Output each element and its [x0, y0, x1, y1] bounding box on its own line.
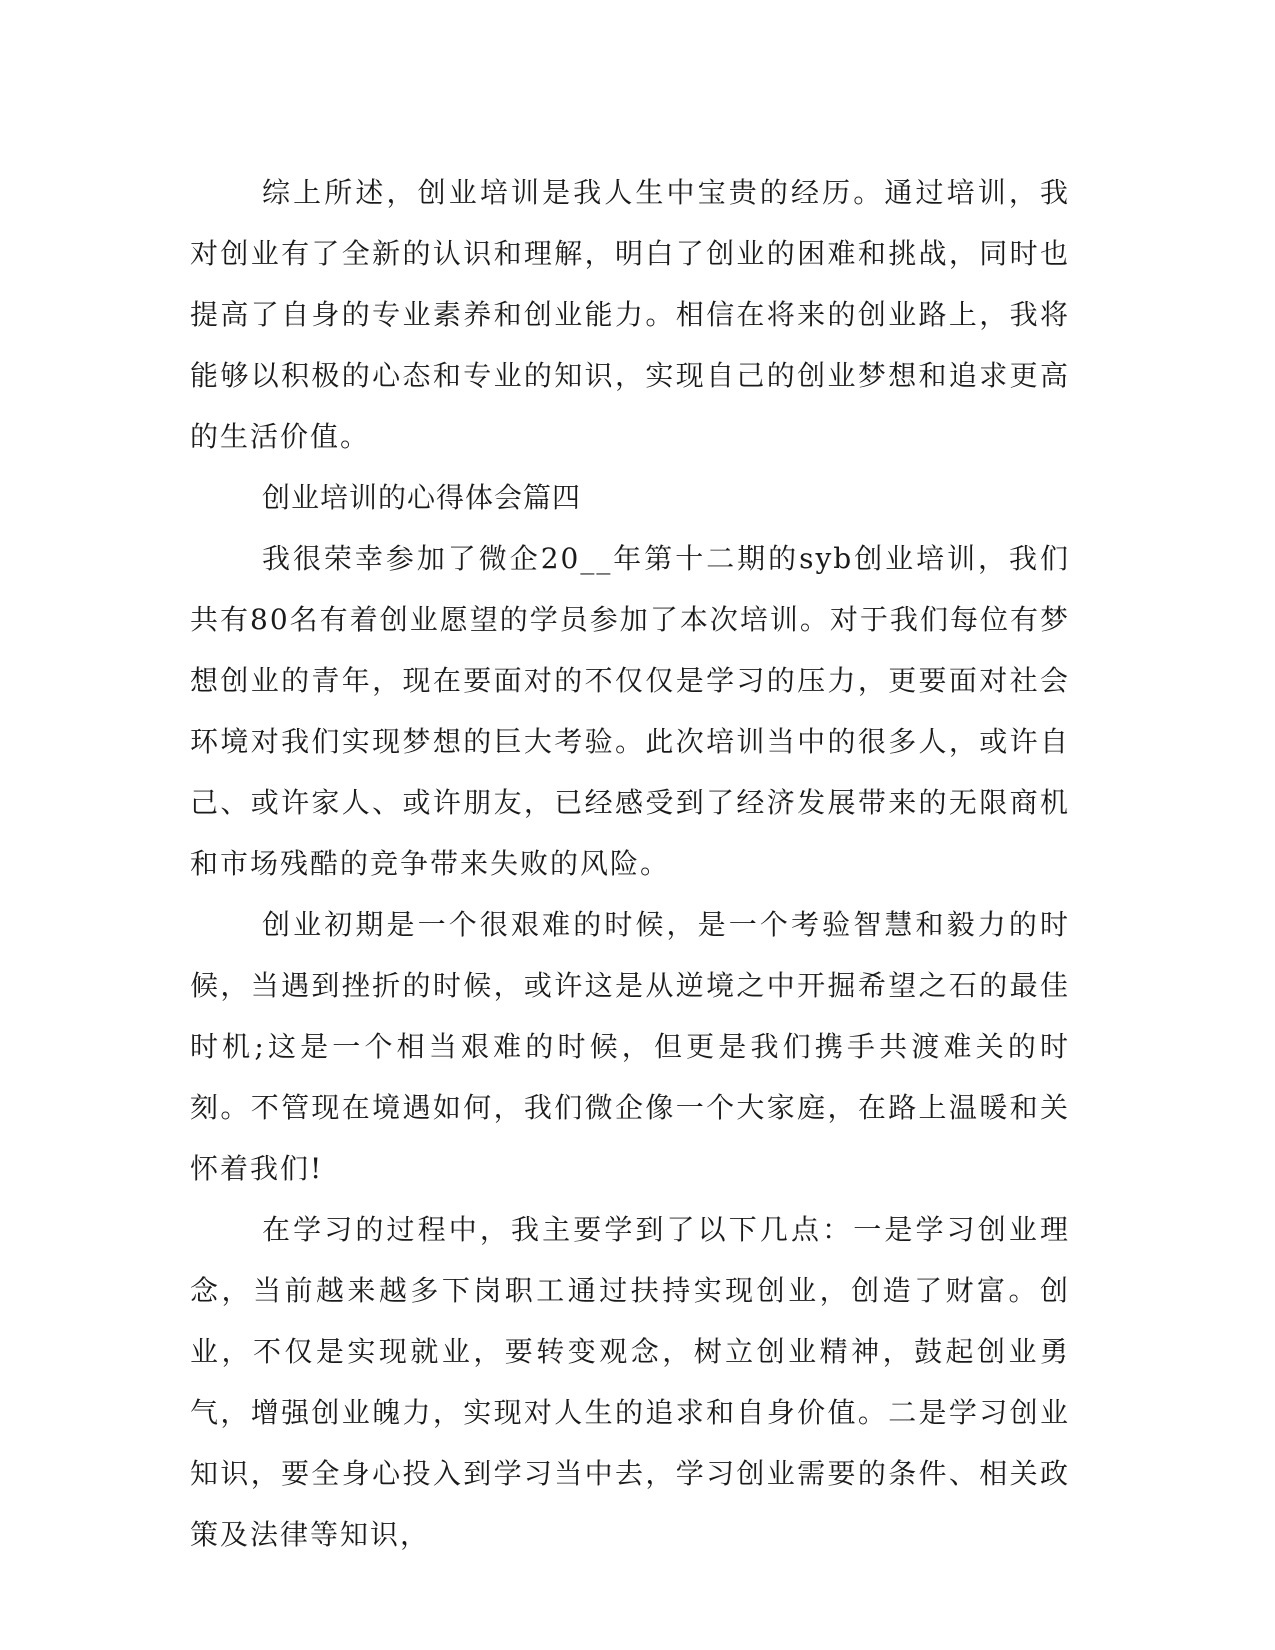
- section-heading: 创业培训的心得体会篇四: [262, 481, 582, 514]
- document-body: [190, 162, 1070, 1565]
- paragraph-intro: 我很荣幸参加了微企20__年第十二期的syb创业培训，我们共有80名有着创业愿望的学员参加了本次培训。对于我们每位有梦想创业的青年，现在要面对的不仅仅是学习的压力，更要面对社会环境对我们实现梦想的巨大考验。此次培训当中的很多人，或许自己、或许家人、或许朋友，已经感受到了经济发展带来的无限商机和市场残酷的竞争带来失败的风险。: [190, 542, 1070, 880]
- paragraph-learning: 在学习的过程中，我主要学到了以下几点：一是学习创业理念，当前越来越多下岗职工通过扶持实现创业，创造了财富。创业，不仅是实现就业，要转变观念，树立创业精神，鼓起创业勇气，增强创业魄力，实现对人生的追求和自身价值。二是学习创业知识，要全身心投入到学习当中去，学习创业需要的条件、相关政策及法律等知识，: [190, 1213, 1070, 1551]
- paragraph-early-stage: 创业初期是一个很艰难的时候，是一个考验智慧和毅力的时候，当遇到挫折的时候，或许这是从逆境之中开掘希望之石的最佳时机;这是一个相当艰难的时候，但更是我们携手共渡难关的时刻。不管现在境遇如何，我们微企像一个大家庭，在路上温暖和关怀着我们!: [190, 908, 1070, 1185]
- paragraph-summary: 综上所述，创业培训是我人生中宝贵的经历。通过培训，我对创业有了全新的认识和理解，明白了创业的困难和挑战，同时也提高了自身的专业素养和创业能力。相信在将来的创业路上，我将能够以积极的心态和专业的知识，实现自己的创业梦想和追求更高的生活价值。: [190, 176, 1070, 453]
